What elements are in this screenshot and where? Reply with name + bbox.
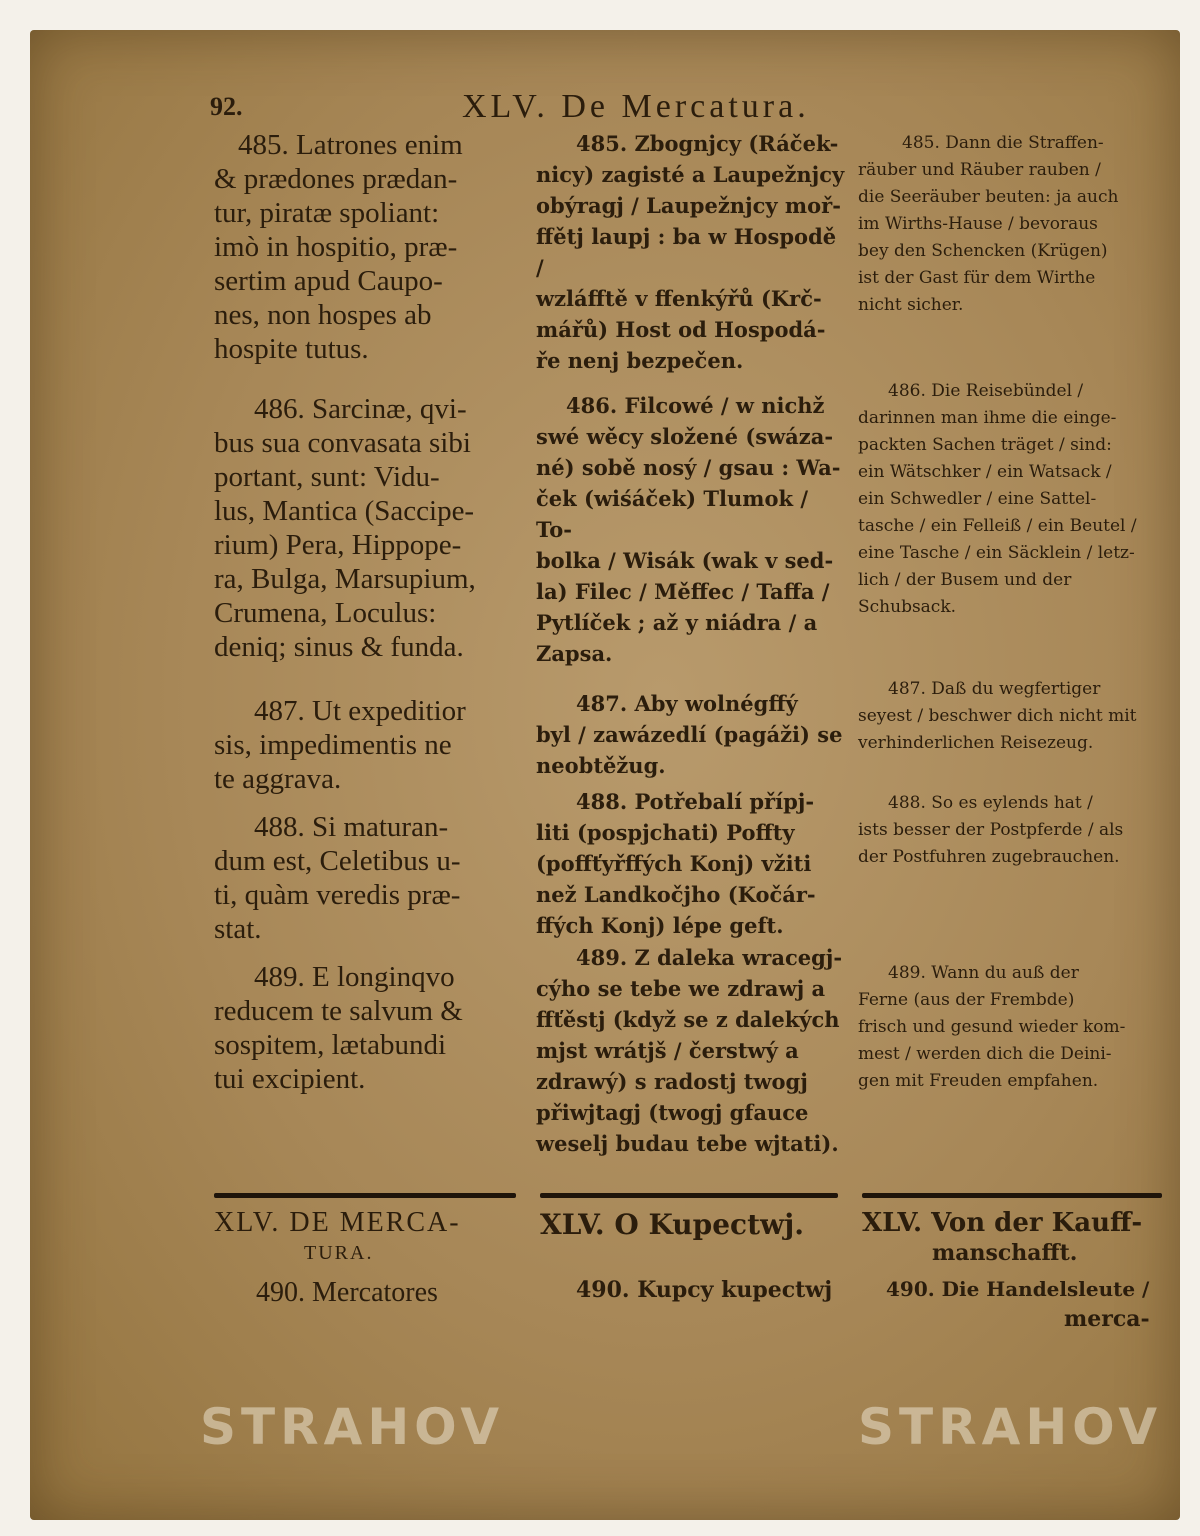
text-line: wzláfftě v ffenkýřů (Krč- [536,286,822,311]
text-line: ček (wiśáček) Tlumok / To- [536,486,809,542]
text-line: swé wěcy složené (swáza- [536,424,834,449]
text-line: ti, quàm veredis præ- [214,879,461,911]
text-line: obýragj / Laupežnjcy moř- [536,193,841,218]
chapter-title-cont: TURA. [304,1242,374,1264]
text-line: mjst wrátjš / čerstwý a [536,1038,799,1063]
text-line: mest / werden dich die Deini- [858,1044,1112,1064]
text-line: imò in hospitio, præ- [214,231,458,263]
text-line: ře nenj bezpečen. [536,348,744,373]
text-line: 486. Filcowé / w nichž [566,393,825,418]
text-line: (poffťyřffých Konj) vžiti [536,851,812,876]
text-line: ffětj laupj : ba w Hospodě / [536,224,837,280]
czech-entry-486 [536,390,846,669]
text-line: nicht sicher. [858,295,964,315]
page-header [0,88,1200,128]
text-line: ist der Gast für dem Wirthe [858,268,1096,288]
text-line: die Seeräuber beuten: ja auch [858,187,1119,207]
catchword: merca- [1064,1306,1150,1332]
text-line: bey den Schencken (Krügen) [858,241,1108,261]
german-entry-485 [858,130,1164,319]
next-chapter-title-german [862,1208,1142,1268]
text-line: hospite tutus. [214,333,369,365]
text-line: verhinderlichen Reisezeug. [858,733,1094,753]
text-line: Zapsa. [536,641,613,666]
czech-entry-489 [536,942,846,1159]
text-line: gen mit Freuden empfahen. [858,1071,1099,1091]
page-number: 92. [210,92,243,121]
text-line: ra, Bulga, Marsupium, [214,563,476,595]
latin-entry-487 [214,694,520,796]
text-line: dum est, Celetibus u- [214,845,461,877]
text-line: ein Schwedler / eine Sattel- [858,489,1097,509]
text-line: sospitem, lætabundi [214,1029,446,1061]
text-line: Crumena, Loculus: [214,597,437,629]
german-entry-487 [858,676,1164,757]
next-entry-german: 490. Die Handelsleute / [886,1277,1150,1301]
section-rule [540,1193,838,1198]
latin-entry-489 [214,960,520,1096]
german-entry-488 [858,790,1164,871]
text-line: 487. Ut expeditior [254,695,466,727]
section-rule [214,1193,516,1198]
text-line: 487. Daß du wegfertiger [888,679,1101,699]
text-line: stat. [214,913,262,945]
chapter-title: XLV. Von der Kauff- [862,1208,1143,1238]
text-line: 489. Wann du auß der [888,963,1079,983]
text-line: frisch und gesund wieder kom- [858,1017,1126,1037]
text-line: sis, impedimentis ne [214,729,452,761]
next-chapter-title-czech [540,1208,804,1241]
text-line: 489. E longinqvo [254,961,455,993]
section-rule [862,1193,1162,1198]
text-line: 488. Potřebalí přípj- [576,789,815,814]
latin-entry-486 [214,392,520,664]
text-line: 488. So es eylends hat / [888,793,1093,813]
text-line: lus, Mantica (Saccipe- [214,495,475,527]
text-line: 485. Dann die Straffen- [902,133,1104,153]
german-entry-486 [858,378,1164,621]
text-line: neobtěžug. [536,753,666,778]
text-line: portant, sunt: Vidu- [214,461,440,493]
german-entry-489 [858,960,1164,1095]
chapter-title: XLV. O Kupectwj. [540,1208,804,1241]
text-line: bus sua convasata sibi [214,427,471,459]
text-line: weselj budau tebe wjtati). [536,1131,839,1156]
text-line: mářů) Host od Hospodá- [536,317,826,342]
text-line: 488. Si maturan- [254,811,449,843]
text-line: nicy) zagisté a Laupežnjcy [536,162,845,187]
czech-entry-488 [536,786,846,941]
text-line: te aggrava. [214,763,342,795]
text-line: deniq; sinus & funda. [214,631,464,663]
text-line: ists besser der Postpferde / als [858,820,1124,840]
text-line: im Wirths-Hause / bevoraus [858,214,1098,234]
text-line: seyest / beschwer dich nicht mit [858,706,1137,726]
text-line: ein Wätschker / ein Watsack / [858,462,1112,482]
watermark-left: STRAHOV [200,1398,505,1456]
czech-entry-485 [536,128,846,376]
text-line: darinnen man ihme die einge- [858,408,1117,428]
text-line: tasche / ein Felleiß / ein Beutel / [858,516,1137,536]
watermark-right: STRAHOV [858,1398,1163,1456]
text-line: cýho se tebe we zdrawj a [536,976,826,1001]
chapter-title: XLV. DE MERCA- [214,1207,461,1238]
text-line: der Postfuhren zugebrauchen. [858,847,1120,867]
text-line: reducem te salvum & [214,995,463,1027]
next-chapter-title-latin [214,1208,461,1268]
text-line: byl / zawázedlí (pagáži) se [536,722,843,747]
chapter-title-cont: manschafft. [932,1240,1078,1266]
text-line: než Landkočjho (Kočár- [536,882,816,907]
text-line: & prædones prædan- [214,163,458,195]
text-line: ffých Konj) lépe geft. [536,913,784,938]
text-line: 487. Aby wolnégffý [576,691,798,716]
czech-entry-487 [536,688,846,781]
text-line: 486. Sarcinæ, qvi- [254,393,467,425]
text-line: 486. Die Reisebündel / [888,381,1084,401]
text-line: eine Tasche / ein Säcklein / letz- [858,543,1135,563]
text-line: räuber und Räuber rauben / [858,160,1101,180]
text-line: la) Filec / Měffec / Taffa / [536,579,830,604]
text-line: 485. Zbognjcy (Ráček- [576,131,839,156]
text-line: nes, non hospes ab [214,299,432,331]
text-line: Pytlíček ; až y niádra / a [536,610,818,635]
text-line: ffťěstj (když se z dalekých [536,1007,840,1032]
text-line: 489. Z daleka wracegj- [576,945,843,970]
latin-entry-488 [214,810,520,946]
text-line: né) sobě nosý / gsau : Wa- [536,455,841,480]
text-line: sertim apud Caupo- [214,265,443,297]
next-entry-latin: 490. Mercatores [256,1277,438,1308]
text-line: lich / der Busem und der [858,570,1072,590]
text-line: bolka / Wisák (wak v sed- [536,548,834,573]
text-line: tui excipient. [214,1063,366,1095]
text-line: Schubsack. [858,597,957,617]
running-title: XLV. De Mercatura. [462,88,810,125]
text-line: rium) Pera, Hippope- [214,529,462,561]
text-line: přiwjtagj (twogj gfauce [536,1100,809,1125]
text-line: zdrawý) s radostj twogj [536,1069,808,1094]
text-line: Ferne (aus der Frembde) [858,990,1075,1010]
latin-entry-485 [214,128,520,366]
text-line: tur, piratæ spoliant: [214,197,440,229]
next-entry-czech: 490. Kupcy kupectwj [576,1277,833,1303]
text-line: liti (pospjchati) Poffty [536,820,795,845]
text-line: 485. Latrones enim [238,129,463,161]
text-line: packten Sachen träget / sind: [858,435,1112,455]
